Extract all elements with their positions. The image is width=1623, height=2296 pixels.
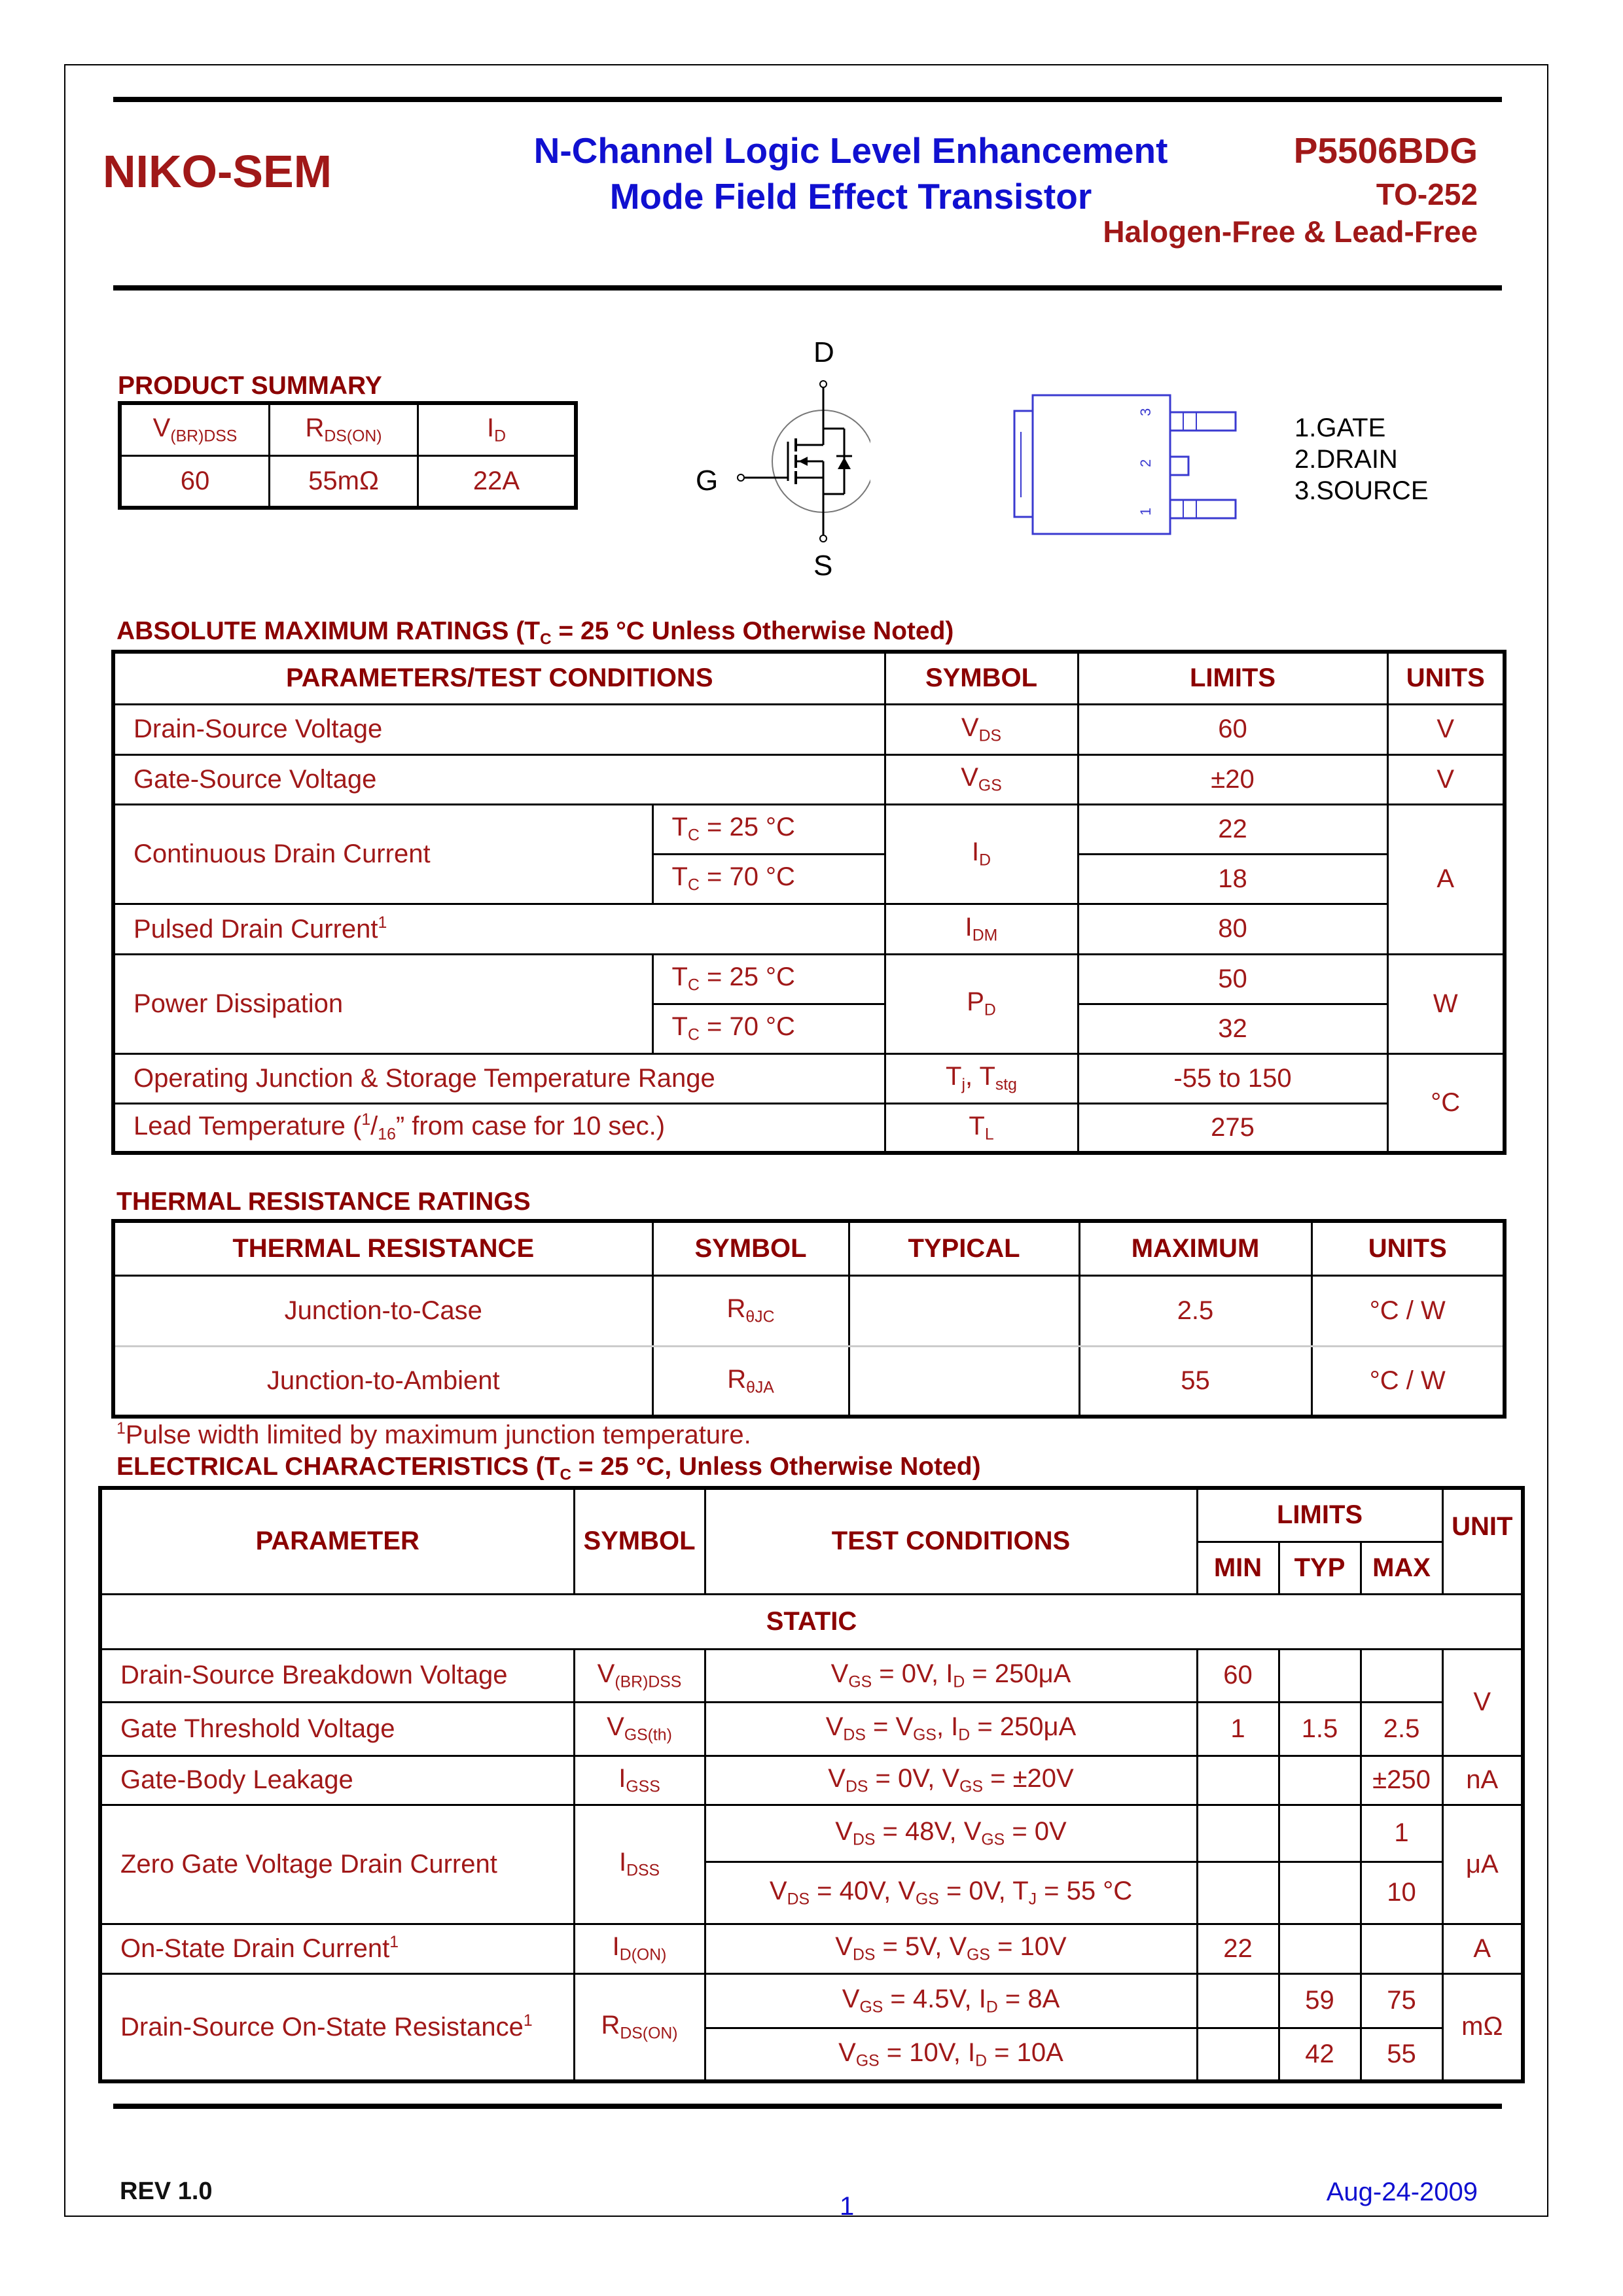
title-line-2: Mode Field Effect Transistor <box>609 176 1092 217</box>
lim-tl: 275 <box>1078 1103 1387 1153</box>
table-row <box>113 1053 1505 1103</box>
symbol-label-d: D <box>813 336 834 368</box>
unit-amps: A <box>1387 804 1505 954</box>
ec-r4a-min <box>1197 1805 1279 1862</box>
electrical-table <box>98 1486 1525 2083</box>
table-row <box>113 704 1505 754</box>
lim-pd-25: 50 <box>1078 954 1387 1004</box>
thermal-header-symbol: SYMBOL <box>652 1221 849 1275</box>
package-type: TO-252 <box>1376 177 1478 211</box>
thermal-ja-typical <box>849 1346 1079 1417</box>
ec-r5-min: 22 <box>1197 1924 1279 1973</box>
abs-header-limits: LIMITS <box>1078 652 1387 704</box>
abs-header-symbol: SYMBOL <box>885 652 1078 704</box>
ec-r1-min: 60 <box>1197 1649 1279 1702</box>
lim-vgs: ±20 <box>1078 754 1387 804</box>
param-vds: Drain-Source Voltage <box>113 704 885 754</box>
pin-gate: 1.GATE <box>1294 414 1386 442</box>
thermal-header-units: UNITS <box>1311 1221 1505 1275</box>
table-row <box>100 1924 1523 1973</box>
table-row <box>113 754 1505 804</box>
ec-r6-test-a: $V_{GS} = 4.5V$, $I_D = 8A$ <box>705 1973 1197 2028</box>
ec-header-test: TEST CONDITIONS <box>705 1488 1197 1594</box>
table-row <box>100 1756 1523 1805</box>
product-summary-title: PRODUCT SUMMARY <box>118 372 382 400</box>
ec-r5-test: $V_{DS} = 5V$, $V_{GS} = 10V$ <box>705 1924 1197 1973</box>
thermal-header-name: THERMAL RESISTANCE <box>113 1221 652 1275</box>
page-number: 1 <box>840 2192 855 2221</box>
thermal-jc-unit: °C / W <box>1311 1275 1505 1346</box>
ps-header-rdson: $R_{DS(ON)}$ <box>270 403 418 455</box>
ec-r5-param: On-State Drain Current$^1$ <box>100 1924 574 1973</box>
pin3-number: 3 <box>1137 408 1154 416</box>
param-id: Continuous Drain Current <box>113 804 652 904</box>
ps-value-rdson: 55mΩ <box>270 455 418 508</box>
ec-r4b-min <box>1197 1862 1279 1924</box>
ps-header-id: $I_D$ <box>418 403 577 455</box>
table-row <box>113 904 1505 954</box>
ec-r6-param: Drain-Source On-State Resistance$^1$ <box>100 1973 574 2081</box>
ec-header-max: MAX <box>1361 1542 1442 1594</box>
ec-r1-r2-unit: V <box>1442 1649 1523 1756</box>
thermal-title: THERMAL RESISTANCE RATINGS <box>116 1188 531 1216</box>
ec-r6b-max: 55 <box>1361 2028 1442 2081</box>
pin-list <box>1294 412 1429 506</box>
thermal-jc-name: Junction-to-Case <box>113 1275 652 1346</box>
ec-r3-unit: nA <box>1442 1756 1523 1805</box>
symbol-label-s: S <box>813 550 833 582</box>
ps-value-vbrdss: 60 <box>120 455 270 508</box>
cond-id-25: $T_C = 25$ °C <box>652 804 885 854</box>
sym-idm: $I_{DM}$ <box>885 904 1078 954</box>
abs-max-title: ABSOLUTE MAXIMUM RATINGS ($T_C = 25$ °C Unless Otherwise Noted) <box>116 617 954 648</box>
abs-header-units: UNITS <box>1387 652 1505 704</box>
footnote: $^1$Pulse width limited by maximum junction temperature. <box>116 1420 751 1449</box>
ec-header-parameter: PARAMETER <box>100 1488 574 1594</box>
ec-r2-symbol: $V_{GS(th)}$ <box>574 1702 705 1756</box>
ec-r4a-typ <box>1279 1805 1361 1862</box>
param-vgs: Gate-Source Voltage <box>113 754 885 804</box>
table-row <box>113 954 1505 1004</box>
thermal-table <box>111 1219 1507 1419</box>
thermal-header-typical: TYPICAL <box>849 1221 1079 1275</box>
sym-tl: $T_L$ <box>885 1103 1078 1153</box>
ec-r1-typ <box>1279 1649 1361 1702</box>
unit-celsius: °C <box>1387 1053 1505 1153</box>
param-tl: Lead Temperature ($^1/_{16}$” from case for 10 sec.) <box>113 1103 885 1153</box>
thermal-ja-unit: °C / W <box>1311 1346 1505 1417</box>
thermal-jc-typical <box>849 1275 1079 1346</box>
ec-r3-symbol: $I_{GSS}$ <box>574 1756 705 1805</box>
thermal-jc-symbol: $R_{\theta JC}$ <box>652 1275 849 1346</box>
unit-vds: V <box>1387 704 1505 754</box>
ps-value-id: 22A <box>418 455 577 508</box>
table-row <box>100 1649 1523 1702</box>
ec-r6-unit: mΩ <box>1442 1973 1523 2081</box>
lim-id-25: 22 <box>1078 804 1387 854</box>
compliance-label: Halogen-Free & Lead-Free <box>1103 215 1478 249</box>
cond-pd-25: $T_C = 25$ °C <box>652 954 885 1004</box>
sym-pd: $P_D$ <box>885 954 1078 1053</box>
ec-r3-min <box>1197 1756 1279 1805</box>
ec-r4-test-a: $V_{DS} = 48V$, $V_{GS} = 0V$ <box>705 1805 1197 1862</box>
ec-r5-symbol: $I_{D(ON)}$ <box>574 1924 705 1973</box>
abs-header-param: PARAMETERS/TEST CONDITIONS <box>113 652 885 704</box>
ec-r4b-typ <box>1279 1862 1361 1924</box>
ec-r1-test: $V_{GS} = 0V$, $I_D = 250\mu A$ <box>705 1649 1197 1702</box>
ec-r1-symbol: $V_{(BR)DSS}$ <box>574 1649 705 1702</box>
ec-r4b-max: 10 <box>1361 1862 1442 1924</box>
ec-header-min: MIN <box>1197 1542 1279 1594</box>
sym-vgs: $V_{GS}$ <box>885 754 1078 804</box>
ec-r4-test-b: $V_{DS} = 40V$, $V_{GS} = 0V$, $T_J = 55$ °C <box>705 1862 1197 1924</box>
ec-header-typ: TYP <box>1279 1542 1361 1594</box>
revision-label: REV 1.0 <box>120 2178 213 2205</box>
ec-header-limits: LIMITS <box>1197 1488 1442 1542</box>
ec-r4a-max: 1 <box>1361 1805 1442 1862</box>
sym-id: $I_D$ <box>885 804 1078 904</box>
param-pd: Power Dissipation <box>113 954 652 1053</box>
cond-id-70: $T_C = 70$ °C <box>652 854 885 904</box>
ec-r6-test-b: $V_{GS} = 10V$, $I_D = 10A$ <box>705 2028 1197 2081</box>
table-row <box>100 1702 1523 1756</box>
title-line-1: N-Channel Logic Level Enhancement <box>533 130 1168 171</box>
mosfet-symbol-icon <box>733 376 870 546</box>
part-number: P5506BDG <box>1293 130 1478 171</box>
header-rule-top <box>113 97 1502 102</box>
footer-rule <box>113 2104 1502 2109</box>
ec-r1-param: Drain-Source Breakdown Voltage <box>100 1649 574 1702</box>
param-idm: Pulsed Drain Current$^1$ <box>113 904 885 954</box>
ec-r2-typ: 1.5 <box>1279 1702 1361 1756</box>
ec-r6a-max: 75 <box>1361 1973 1442 2028</box>
ec-r3-max: ±250 <box>1361 1756 1442 1805</box>
thermal-header-maximum: MAXIMUM <box>1079 1221 1311 1275</box>
ec-header-symbol: SYMBOL <box>574 1488 705 1594</box>
lim-idm: 80 <box>1078 904 1387 954</box>
pin2-number: 2 <box>1137 459 1154 467</box>
unit-watts: W <box>1387 954 1505 1053</box>
table-row <box>113 1346 1505 1417</box>
ec-r4-symbol: $I_{DSS}$ <box>574 1805 705 1924</box>
thermal-ja-max: 55 <box>1079 1346 1311 1417</box>
lim-vds: 60 <box>1078 704 1387 754</box>
cond-pd-70: $T_C = 70$ °C <box>652 1004 885 1053</box>
unit-vgs: V <box>1387 754 1505 804</box>
table-row <box>113 804 1505 854</box>
ec-r3-typ <box>1279 1756 1361 1805</box>
to252-package-icon <box>1001 386 1243 543</box>
revision-date: Aug-24-2009 <box>1326 2178 1478 2206</box>
table-row <box>113 1275 1505 1346</box>
ec-r2-min: 1 <box>1197 1702 1279 1756</box>
ec-r3-test: $V_{DS} = 0V$, $V_{GS} = \pm 20V$ <box>705 1756 1197 1805</box>
ec-r6a-typ: 59 <box>1279 1973 1361 2028</box>
ec-r5-unit: A <box>1442 1924 1523 1973</box>
ec-r6a-min <box>1197 1973 1279 2028</box>
pin1-number: 1 <box>1137 507 1154 516</box>
ec-r5-max <box>1361 1924 1442 1973</box>
company-name: NIKO-SEM <box>103 146 332 197</box>
param-tj: Operating Junction & Storage Temperature Range <box>113 1053 885 1103</box>
ps-header-vbrdss: $V_{(BR)DSS}$ <box>120 403 270 455</box>
ec-r3-param: Gate-Body Leakage <box>100 1756 574 1805</box>
thermal-ja-symbol: $R_{\theta JA}$ <box>652 1346 849 1417</box>
ec-r6b-typ: 42 <box>1279 2028 1361 2081</box>
sym-tj: $T_j$, $T_{stg}$ <box>885 1053 1078 1103</box>
ec-r4-unit: μA <box>1442 1805 1523 1924</box>
sym-vds: $V_{DS}$ <box>885 704 1078 754</box>
thermal-jc-max: 2.5 <box>1079 1275 1311 1346</box>
thermal-ja-name: Junction-to-Ambient <box>113 1346 652 1417</box>
table-row <box>100 1805 1523 1862</box>
electrical-title: ELECTRICAL CHARACTERISTICS ($T_C = 25$ °C, Unless Otherwise Noted) <box>116 1453 981 1484</box>
ec-r6-symbol: $R_{DS(ON)}$ <box>574 1973 705 2081</box>
ec-r2-param: Gate Threshold Voltage <box>100 1702 574 1756</box>
ec-header-unit-blank <box>1442 1542 1523 1594</box>
lim-pd-70: 32 <box>1078 1004 1387 1053</box>
ec-r5-typ <box>1279 1924 1361 1973</box>
ec-header-unit: UNIT <box>1442 1488 1523 1542</box>
ec-static-label: STATIC <box>100 1594 1523 1649</box>
ec-r2-max: 2.5 <box>1361 1702 1442 1756</box>
ec-r6b-min <box>1197 2028 1279 2081</box>
header-rule-bottom <box>113 285 1502 291</box>
symbol-label-g: G <box>696 465 719 497</box>
abs-max-table <box>111 650 1507 1155</box>
ec-r4-param: Zero Gate Voltage Drain Current <box>100 1805 574 1924</box>
product-summary-table <box>118 401 578 510</box>
lim-tj: -55 to 150 <box>1078 1053 1387 1103</box>
pin-drain: 2.DRAIN <box>1294 445 1398 474</box>
lim-id-70: 18 <box>1078 854 1387 904</box>
table-row <box>113 1103 1505 1153</box>
ec-r2-test: $V_{DS} = V_{GS}$, $I_D = 250\mu A$ <box>705 1702 1197 1756</box>
pin-source: 3.SOURCE <box>1294 476 1429 505</box>
table-row <box>100 1973 1523 2028</box>
ec-r1-max <box>1361 1649 1442 1702</box>
